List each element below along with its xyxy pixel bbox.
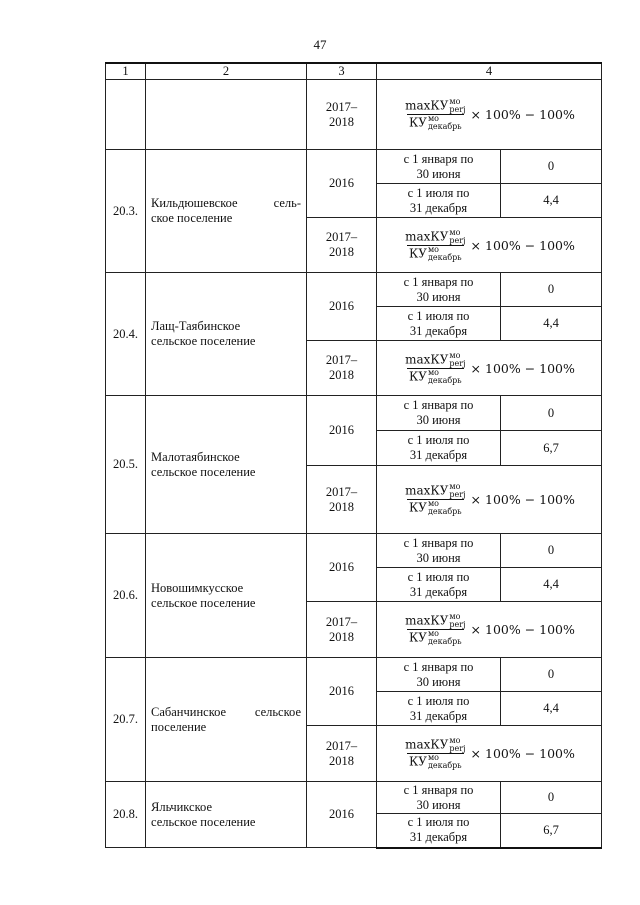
formula-fraction bbox=[403, 483, 467, 516]
settlement-name-cell: Сабанчинское сельское поселение bbox=[146, 658, 307, 782]
formula-numerator: maxКУ мо perj bbox=[405, 612, 466, 629]
formula-fraction bbox=[403, 613, 467, 646]
formula-fraction bbox=[403, 98, 467, 131]
year-range-cell: 2017– 2018 bbox=[307, 218, 377, 273]
formula-denominator: КУ мо декабрь bbox=[408, 367, 462, 385]
value-cell: 0 bbox=[501, 534, 602, 568]
table-row bbox=[106, 658, 602, 692]
settlement-name-cell: Яльчикское сельское поселение bbox=[146, 782, 307, 848]
value-cell: 0 bbox=[501, 658, 602, 692]
row-num-cell: 20.5. bbox=[106, 396, 146, 534]
period-cell: с 1 января по 30 июня bbox=[377, 150, 501, 184]
row-num-cell: 20.7. bbox=[106, 658, 146, 782]
formula-numerator: maxКУ мо perj bbox=[405, 736, 466, 753]
formula-cell bbox=[377, 341, 602, 396]
value-cell: 0 bbox=[501, 396, 602, 431]
year-cell: 2016 bbox=[307, 658, 377, 726]
table-row bbox=[106, 80, 602, 150]
year-range-cell: 2017– 2018 bbox=[307, 726, 377, 782]
row-name-cell bbox=[146, 80, 307, 150]
value-cell: 0 bbox=[501, 782, 602, 814]
tariff-table bbox=[105, 62, 602, 849]
formula-numerator: maxКУ мо perj bbox=[405, 482, 466, 499]
formula-tail: × 100% − 100% bbox=[470, 237, 575, 253]
row-num-cell bbox=[106, 80, 146, 150]
formula-denominator: КУ мо декабрь bbox=[408, 114, 462, 131]
formula-numerator: maxКУ мо perj bbox=[405, 350, 466, 368]
table-row bbox=[106, 396, 602, 431]
header-cell-2: 2 bbox=[146, 63, 307, 80]
formula-numerator: maxКУ мо perj bbox=[405, 227, 466, 245]
page-number: 47 bbox=[313, 37, 327, 52]
formula-denominator: КУ мо декабрь bbox=[408, 499, 462, 516]
settlement-name-cell: Кильдюшевское сель- ское поселение bbox=[146, 150, 307, 273]
value-cell: 0 bbox=[501, 273, 602, 307]
year-cell: 2016 bbox=[307, 782, 377, 848]
year-range-cell: 2017– 2018 bbox=[307, 80, 377, 150]
formula-cell bbox=[377, 602, 602, 658]
value-cell: 4,4 bbox=[501, 307, 602, 341]
year-range-cell: 2017– 2018 bbox=[307, 466, 377, 534]
header-row bbox=[106, 63, 602, 80]
row-num-cell: 20.8. bbox=[106, 782, 146, 848]
table-row bbox=[106, 534, 602, 568]
year-range-cell: 2017– 2018 bbox=[307, 341, 377, 396]
formula-tail: × 100% − 100% bbox=[470, 492, 575, 507]
growth-formula bbox=[377, 352, 601, 385]
value-cell: 6,7 bbox=[501, 431, 602, 466]
growth-formula bbox=[377, 737, 601, 770]
row-num-cell: 20.4. bbox=[106, 273, 146, 396]
settlement-name-cell: Лащ-Таябинское сельское поселение bbox=[146, 273, 307, 396]
period-cell: с 1 июля по 31 декабря bbox=[377, 568, 501, 602]
period-cell: с 1 января по 30 июня bbox=[377, 782, 501, 814]
formula-fraction bbox=[403, 737, 467, 770]
header-cell-3: 3 bbox=[307, 63, 377, 80]
growth-formula bbox=[377, 483, 601, 516]
period-cell: с 1 января по 30 июня bbox=[377, 534, 501, 568]
period-cell: с 1 июля по 31 декабря bbox=[377, 692, 501, 726]
year-cell: 2016 bbox=[307, 534, 377, 602]
period-cell: с 1 июля по 31 декабря bbox=[377, 184, 501, 218]
formula-tail: × 100% − 100% bbox=[470, 107, 575, 122]
year-cell: 2016 bbox=[307, 150, 377, 218]
growth-formula bbox=[377, 229, 601, 262]
year-cell: 2016 bbox=[307, 273, 377, 341]
growth-formula bbox=[377, 613, 601, 646]
period-cell: с 1 января по 30 июня bbox=[377, 396, 501, 431]
formula-cell bbox=[377, 80, 602, 150]
formula-denominator: КУ мо декабрь bbox=[408, 244, 462, 262]
row-num-cell: 20.6. bbox=[106, 534, 146, 658]
period-cell: с 1 июля по 31 декабря bbox=[377, 431, 501, 466]
table-row bbox=[106, 273, 602, 307]
formula-cell bbox=[377, 466, 602, 534]
value-cell: 0 bbox=[501, 150, 602, 184]
header-cell-4: 4 bbox=[377, 63, 602, 80]
formula-cell bbox=[377, 726, 602, 782]
formula-denominator: КУ мо декабрь bbox=[408, 753, 462, 770]
formula-numerator: maxКУ мо perj bbox=[405, 97, 466, 114]
growth-formula bbox=[377, 98, 601, 131]
year-range-cell: 2017– 2018 bbox=[307, 602, 377, 658]
period-cell: с 1 июля по 31 декабря bbox=[377, 814, 501, 848]
value-cell: 4,4 bbox=[501, 568, 602, 602]
formula-tail: × 100% − 100% bbox=[470, 622, 575, 637]
settlement-name-cell: Новошимкусское сельское поселение bbox=[146, 534, 307, 658]
value-cell: 4,4 bbox=[501, 692, 602, 726]
formula-fraction bbox=[403, 229, 467, 262]
value-cell: 4,4 bbox=[501, 184, 602, 218]
value-cell: 6,7 bbox=[501, 814, 602, 848]
header-cell-1: 1 bbox=[106, 63, 146, 80]
table-row bbox=[106, 150, 602, 184]
formula-fraction bbox=[403, 352, 467, 385]
period-cell: с 1 июля по 31 декабря bbox=[377, 307, 501, 341]
formula-cell bbox=[377, 218, 602, 273]
period-cell: с 1 января по 30 июня bbox=[377, 658, 501, 692]
period-cell: с 1 января по 30 июня bbox=[377, 273, 501, 307]
formula-tail: × 100% − 100% bbox=[470, 360, 575, 376]
settlement-name-cell: Малотаябинское сельское поселение bbox=[146, 396, 307, 534]
formula-denominator: КУ мо декабрь bbox=[408, 629, 462, 646]
table-row bbox=[106, 782, 602, 814]
formula-tail: × 100% − 100% bbox=[470, 746, 575, 761]
year-cell: 2016 bbox=[307, 396, 377, 466]
row-num-cell: 20.3. bbox=[106, 150, 146, 273]
